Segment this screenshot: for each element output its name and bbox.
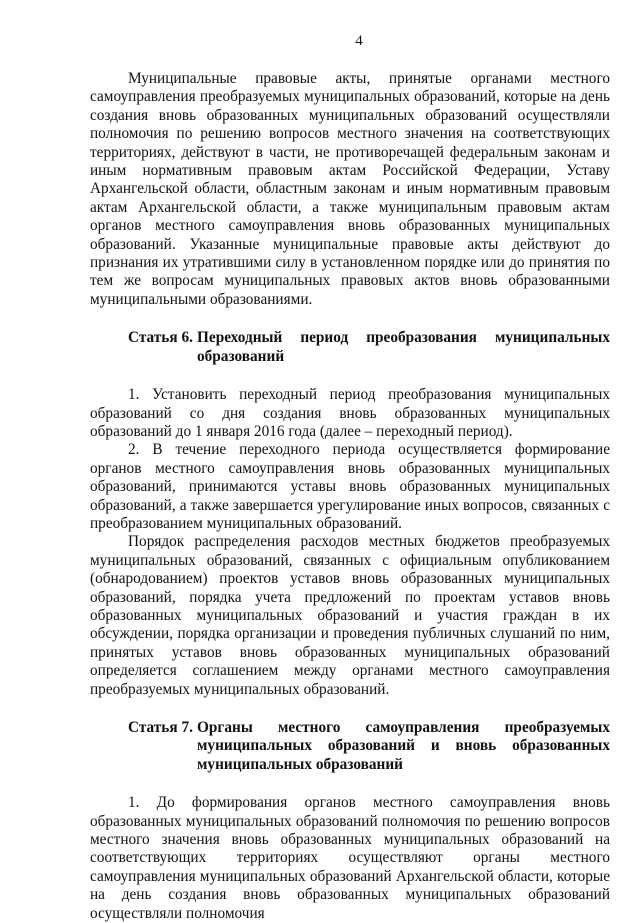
article-7-number: Статья 7.: [128, 719, 193, 736]
article-6-heading: [90, 329, 610, 366]
article-6-number: Статья 6.: [128, 329, 193, 347]
page-number: 4: [355, 33, 363, 49]
article-6-paragraph-1: 1. Установить переходный период преобразования муниципальных образований со дня создания вновь образованных муниципальных образований до 1 января 2016 года (далее – переходный период).: [90, 386, 610, 440]
paragraph-municipal-acts: Муниципальные правовые акты, принятые органами местного самоуправления преобразуемых муниципальных образований, которые на день создания вновь образованных муниципальных образований осуществляли полномочия по решению вопросов местного значения на соответствующих территориях, действуют в части, не противоречащей федеральным законам и иным нормативным правовым актам Российской Федерации, Уставу Архангельской области, областным законам и иным нормативным правовым актам Архангельской области, а также муниципальным правовым актам органов местного самоуправления вновь образованных муниципальных образований. Указанные муниципальные правовые акты действуют до признания их утратившими силу в установленном порядке или до принятия по тем же вопросам муниципальных правовых актов вновь образованными муниципальными образованиями.: [90, 70, 610, 308]
article-7-heading: [90, 719, 610, 774]
article-7-paragraph-1: 1. До формирования органов местного самоуправления вновь образованных муниципальных образований полномочия по решению вопросов местного значения вновь образованных муниципальных образований на соответствующих территориях осуществляют органы местного самоуправления муниципальных образований Архангельской области, которые на день создания вновь образованных муниципальных образований осуществляли полномочия: [90, 794, 610, 922]
article-6-paragraph-2: 2. В течение переходного периода осуществляется формирование органов местного самоуправления вновь образованных муниципальных образований, принимаются уставы вновь образованных муниципальных образований, а также завершается урегулирование иных вопросов, связанных с преобразованием муниципальных образований.: [90, 441, 610, 532]
article-7-title: Органы местного самоуправления преобразуемых муниципальных образований и вновь образованных муниципальных образований: [197, 719, 610, 773]
article-6-title: Переходный период преобразования муниципальных образований: [197, 329, 610, 365]
article-6-paragraph-3: Порядок распределения расходов местных бюджетов преобразуемых муниципальных образований, связанных с официальным опубликованием (обнародованием) проектов уставов вновь образованных муниципальных образований, порядка учета предложений по проектам уставов вновь образованных муниципальных образований и участия граждан в их обсуждении, порядка организации и проведения публичных слушаний по ним, принятых уставов вновь образованных муниципальных образований определяется соглашением между органами местного самоуправления преобразуемых муниципальных образований.: [90, 533, 610, 698]
